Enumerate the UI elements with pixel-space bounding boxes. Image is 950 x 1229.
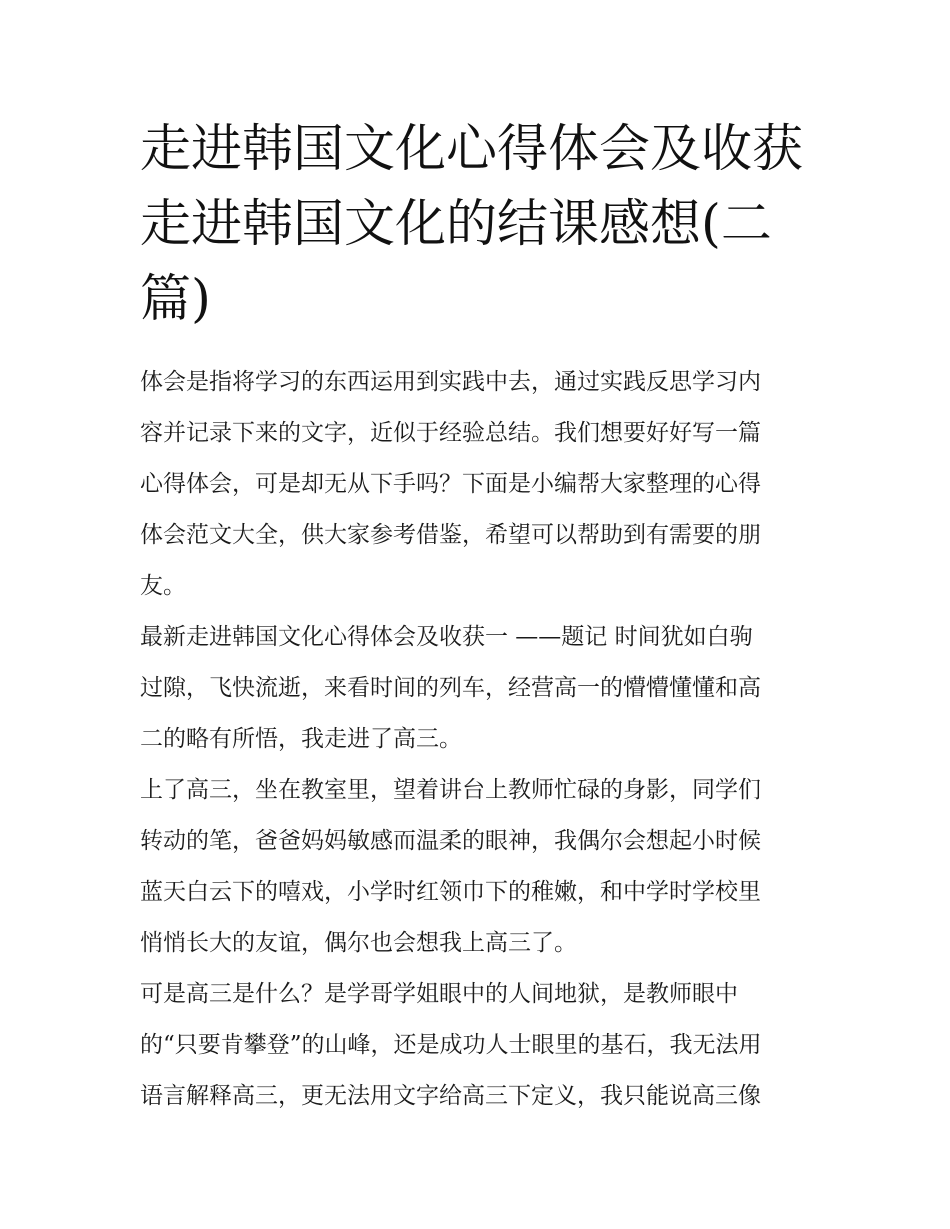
document-title <box>140 112 804 337</box>
text-line: 转动的笔，爸爸妈妈敏感而温柔的眼神，我偶尔会想起小时候 <box>140 828 761 854</box>
title-line: 篇) <box>140 270 211 329</box>
text-line: 心得体会，可是却无从下手吗？下面是小编帮大家整理的心得 <box>140 471 761 497</box>
text-line: 体会范文大全，供大家参考借鉴，希望可以帮助到有需要的朋 <box>140 522 761 548</box>
title-line: 走进韩国文化心得体会及收获 <box>140 120 804 179</box>
title-line: 走进韩国文化的结课感想(二 <box>140 195 772 254</box>
text-line: 语言解释高三，更无法用文字给高三下定义，我只能说高三像 <box>140 1083 761 1109</box>
text-line: 悄悄长大的友谊，偶尔也会想我上高三了。 <box>140 930 577 956</box>
paragraph-intro <box>140 357 820 612</box>
paragraph-essay-start <box>140 612 820 765</box>
text-line: 过隙，飞快流逝，来看时间的列车，经营高一的懵懵懂懂和高 <box>140 675 761 701</box>
text-line: 容并记录下来的文字，近似于经验总结。我们想要好好写一篇 <box>140 420 761 446</box>
text-line: 的“只要肯攀登”的山峰，还是成功人士眼里的基石，我无法用 <box>140 1032 762 1058</box>
text-line: 上了高三，坐在教室里，望着讲台上教师忙碌的身影，同学们 <box>140 777 761 803</box>
text-line: 可是高三是什么？是学哥学姐眼中的人间地狱，是教师眼中 <box>140 981 738 1007</box>
text-line: 体会是指将学习的东西运用到实践中去，通过实践反思学习内 <box>140 369 761 395</box>
text-line: 二的略有所悟，我走进了高三。 <box>140 726 462 752</box>
text-line: 最新走进韩国文化心得体会及收获一 ——题记 时间犹如白驹 <box>140 624 753 650</box>
text-line: 蓝天白云下的嘻戏，小学时红领巾下的稚嫩，和中学时学校里 <box>140 879 761 905</box>
text-line: 友。 <box>140 573 186 599</box>
paragraph-what-is-senior-year <box>140 969 820 1122</box>
paragraph-senior-year <box>140 765 820 969</box>
document-body <box>140 357 820 1122</box>
